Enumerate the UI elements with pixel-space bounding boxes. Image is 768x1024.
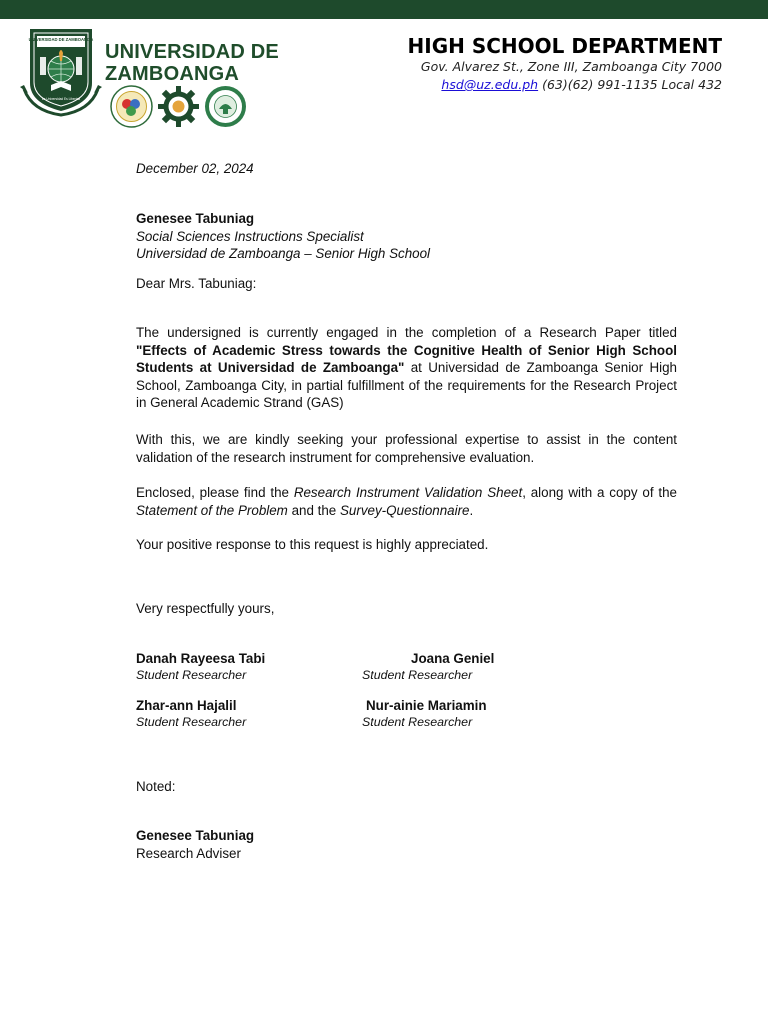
department-info bbox=[408, 34, 722, 94]
signatory-1 bbox=[136, 651, 265, 683]
signatory-name: Joana Geniel bbox=[411, 651, 495, 666]
signatory-4 bbox=[362, 698, 487, 730]
logo-text-bottom: La Universidad Es Libertad bbox=[41, 97, 81, 101]
university-logo bbox=[18, 27, 104, 117]
adviser-block bbox=[136, 827, 677, 862]
signatory-name: Nur-ainie Mariamin bbox=[366, 698, 487, 713]
contact-line bbox=[408, 76, 722, 94]
department-title: HIGH SCHOOL DEPARTMENT bbox=[407, 34, 722, 58]
survey-ref: Survey-Questionnaire bbox=[340, 502, 470, 518]
logo-text-top: UNIVERSIDAD DE ZAMBOANGA bbox=[28, 37, 94, 42]
recipient-title: Social Sciences Instructions Specialist bbox=[136, 228, 364, 244]
signatory-role: Student Researcher bbox=[136, 715, 247, 729]
p3-text-a: Enclosed, please find the bbox=[136, 485, 289, 500]
adviser-name: Genesee Tabuniag bbox=[136, 828, 255, 843]
email-link[interactable]: hsd@uz.edu.ph bbox=[441, 77, 539, 92]
recipient-name: Genesee Tabuniag bbox=[136, 211, 255, 226]
seal-gear-icon bbox=[157, 85, 200, 128]
letter-date: December 02, 2024 bbox=[136, 161, 254, 176]
university-name-line2: ZAMBOANGA bbox=[105, 63, 240, 85]
salutation: Dear Mrs. Tabuniag: bbox=[136, 276, 257, 291]
signatory-role: Student Researcher bbox=[362, 715, 473, 729]
research-title: "Effects of Academic Stress towards the Cognitive Health of Senior High School Students at Universidad de Zamboanga" bbox=[136, 342, 677, 376]
header-bar bbox=[0, 0, 768, 19]
paragraph-2: With this, we are kindly seeking your professional expertise to assist in the content validation of the research instrument for comprehensive evaluation. bbox=[136, 432, 677, 465]
paragraph-4: Your positive response to this request is highly appreciated. bbox=[136, 537, 489, 552]
recipient-block bbox=[136, 210, 677, 263]
p3-text-c: and the bbox=[291, 502, 337, 518]
signatory-role: Student Researcher bbox=[362, 668, 473, 682]
address: Gov. Alvarez St., Zone III, Zamboanga City 7000 bbox=[420, 59, 722, 74]
p3-text-d: . bbox=[469, 502, 474, 518]
paragraph-3 bbox=[136, 484, 677, 519]
signatory-name: Danah Rayeesa Tabi bbox=[136, 651, 266, 666]
noted-label: Noted: bbox=[136, 779, 176, 794]
seal-three-icon bbox=[204, 85, 247, 128]
adviser-role: Research Adviser bbox=[136, 845, 241, 861]
validation-sheet-ref: Research Instrument Validation Sheet bbox=[293, 485, 523, 500]
closing: Very respectfully yours, bbox=[136, 601, 275, 616]
university-name-line1: UNIVERSIDAD DE bbox=[105, 41, 279, 63]
paragraph-1 bbox=[136, 324, 677, 412]
p1-intro: The undersigned is currently engaged in the completion of a Research Paper titled bbox=[136, 325, 677, 340]
recipient-org: Universidad de Zamboanga – Senior High School bbox=[136, 246, 431, 262]
p1-rest: at Universidad de Zamboanga Senior High School, Zamboanga City, in partial fulfillment of the requirements for the Research Project in General Academic Strand (GAS) bbox=[136, 360, 677, 411]
sop-ref: Statement of the Problem bbox=[136, 502, 288, 518]
university-name bbox=[105, 41, 279, 85]
signatory-name: Zhar-ann Hajalil bbox=[136, 698, 237, 713]
phone: (63)(62) 991-1135 Local 432 bbox=[542, 77, 722, 92]
signatory-role: Student Researcher bbox=[136, 668, 247, 682]
signatory-3 bbox=[136, 698, 246, 730]
p3-text-b: , along with a copy of the bbox=[522, 485, 677, 500]
signatory-2 bbox=[362, 651, 494, 683]
seal-one-icon bbox=[110, 85, 153, 128]
